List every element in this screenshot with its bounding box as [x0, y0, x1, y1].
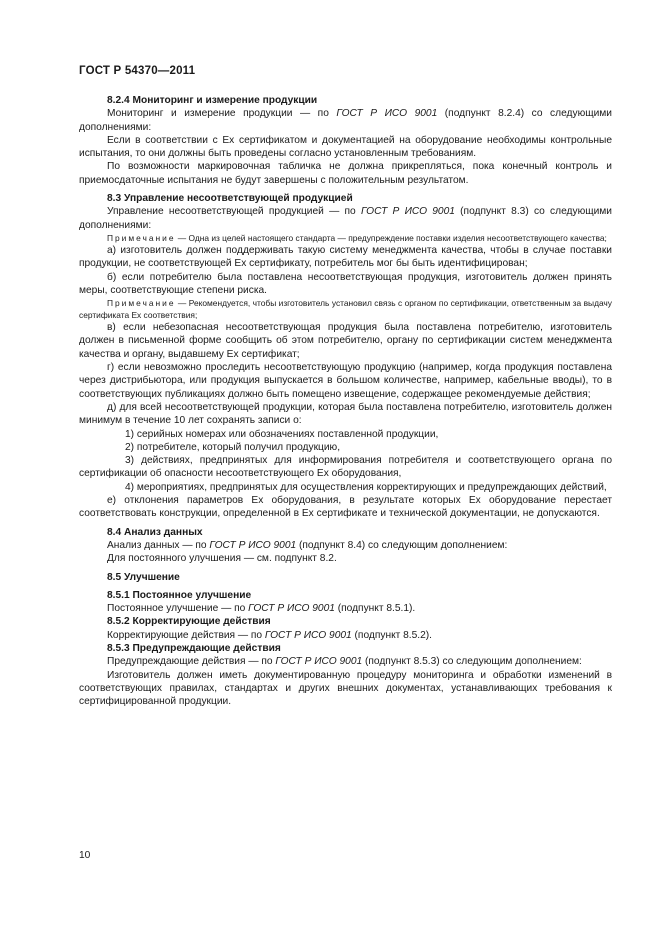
section-heading-8-5-1: 8.5.1 Постоянное улучшение	[107, 589, 252, 601]
note-text: — Рекомендуется, чтобы изготовитель установил связь с органом по сертификации, ответственным за выдачу сертификата Ex соответствия;	[79, 298, 612, 321]
standard-reference: ГОСТ Р ИСО 9001	[275, 656, 363, 668]
note-label: Примечание	[107, 298, 176, 309]
standard-reference: ГОСТ Р ИСО 9001	[360, 206, 455, 218]
paragraph: Постоянное улучшение — по ГОСТ Р ИСО 9001 (подпункт 8.5.1).	[107, 603, 416, 615]
sub-item-2: 2) потребителе, который получил продукцию,	[125, 441, 341, 453]
paragraph: Управление несоответствующей продукцией — по ГОСТ Р ИСО 9001 (подпункт 8.3) со следующими дополнениями:	[79, 206, 612, 231]
paragraph: Предупреждающие действия — по ГОСТ Р ИСО 9001 (подпункт 8.5.3) со следующим дополнением:	[107, 656, 582, 668]
section-heading-8-3: 8.3 Управление несоответствующей продукцией	[107, 193, 353, 205]
paragraph: Изготовитель должен иметь документированную процедуру мониторинга и обработки изменений в соответствующих правилах, стандартах и других внешних документах, устанавливающих требования к сертифицированной продукции.	[79, 669, 612, 708]
list-item-a: а) изготовитель должен поддерживать такую систему менеджмента качества, чтобы в случае поставки продукции, не соответствующей Ex сертификату, потребитель мог бы быть идентифицирован;	[79, 244, 612, 270]
paragraph: По возможности маркировочная табличка не должна прикрепляться, пока конечный контроль и приемосдаточные испытания не будут завершены с положительным результатом.	[79, 161, 612, 186]
sub-item-4: 4) мероприятиях, предпринятых для осуществления корректирующих и предупреждающих действий,	[125, 481, 607, 493]
section-heading-8-5-3: 8.5.3 Предупреждающие действия	[107, 642, 281, 654]
page-number: 10	[79, 850, 91, 861]
standard-header: ГОСТ Р 54370—2011	[79, 65, 196, 77]
list-item-v: в) если небезопасная несоответствующая продукция была поставлена потребителю, изготовитель должен в письменной форме сообщить об этом потребителю, органу по сертификации систем менеджмента качества и органу, выдавшему Ex сертификат;	[79, 322, 612, 360]
paragraph: Если в соответствии с Ex сертификатом и документацией на оборудование необходимы контрольные испытания, то они должны быть проведены согласно установленным требованиям.	[79, 134, 612, 160]
note-label: Примечание	[107, 232, 176, 243]
section-heading-8-5: 8.5 Улучшение	[107, 571, 180, 583]
list-item-d: д) для всей несоответствующей продукции, которая была поставлена потребителю, изготовитель должен минимум в течение 10 лет сохранять записи о:	[79, 401, 612, 427]
standard-reference: ГОСТ Р ИСО 9001	[336, 108, 438, 120]
list-item-e: е) отклонения параметров Ex оборудования, в результате которых Ex оборудование перестает соответствовать конструкции, определенной в Ex сертификате и технической документации, не допускаются.	[79, 495, 612, 520]
list-item-b: б) если потребителю была поставлена несоответствующая продукция, изготовитель должен принять меры, соответствующие степени риска.	[79, 271, 612, 296]
paragraph: Корректирующие действия — по ГОСТ Р ИСО 9001 (подпункт 8.5.2).	[107, 629, 433, 641]
note	[79, 232, 612, 244]
standard-reference: ГОСТ Р ИСО 9001	[248, 603, 335, 615]
standard-reference: ГОСТ Р ИСО 9001	[209, 539, 297, 551]
sub-item-1: 1) серийных номерах или обозначениях поставленной продукции,	[125, 428, 439, 440]
section-heading-8-4: 8.4 Анализ данных	[107, 526, 203, 538]
paragraph: Мониторинг и измерение продукции — по ГОСТ Р ИСО 9001 (подпункт 8.2.4) со следующими дополнениями:	[79, 108, 612, 133]
standard-reference: ГОСТ Р ИСО 9001	[264, 629, 352, 641]
paragraph: Анализ данных — по ГОСТ Р ИСО 9001 (подпункт 8.4) со следующим дополнением:	[107, 539, 508, 551]
list-item-g: г) если невозможно проследить несоответствующую продукцию (например, когда продукция поставлена через дистрибьютора, или продукция выпускается в большом количестве, например, кабельные вводы), то в соответствующих публикациях должно быть помещено извещение, содержащее рекомендуемые действия;	[79, 362, 612, 400]
paragraph: Для постоянного улучшения — см. подпункт 8.2.	[107, 553, 337, 565]
note-text: — Одна из целей настоящего стандарта — предупреждение поставки изделия несоответствующего качества;	[175, 232, 607, 243]
section-heading-8-5-2: 8.5.2 Корректирующие действия	[107, 616, 271, 628]
sub-item-3: 3) действиях, предпринятых для информирования потребителя и соответствующего органа по сертификации об опасности несоответствующего Ex оборудования,	[79, 455, 612, 480]
note	[79, 297, 612, 321]
page-body	[79, 94, 612, 708]
section-heading-8-2-4: 8.2.4 Мониторинг и измерение продукции	[107, 95, 318, 106]
